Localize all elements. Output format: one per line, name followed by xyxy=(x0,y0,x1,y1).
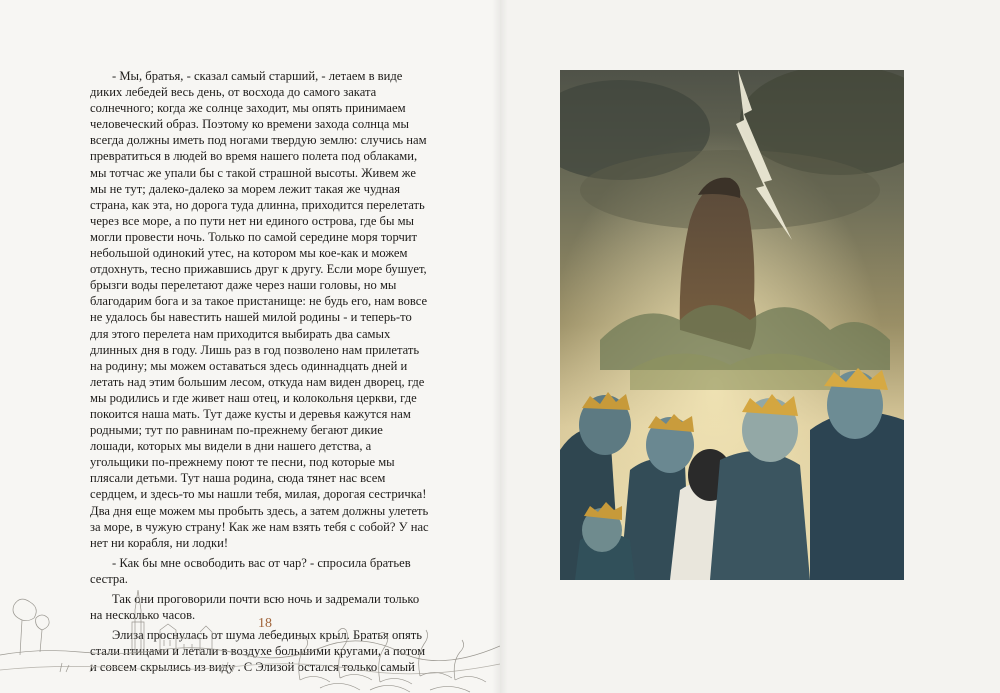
paragraph-1: - Мы, братья, - сказал самый старший, - летаем в виде диких лебедей весь день, от восхода до самого заката солнечного; когда же солнце заходит, мы опять принимаем человеческий образ. Поэтому ко времени захода солнца мы всегда должны иметь под ногами твердую землю: случись нам превратиться в людей во время нашего полета под облаками, мы тотчас же упали бы с такой страшной высоты. Живем же мы не тут; далеко-далеко за морем лежит такая же чудная страна, как эта, но дорога туда длинна, приходится перелетать через все море, а по пути нет ни единого острова, где бы мы могли провести ночь. Только по самой середине моря торчит небольшой одинокий утес, на котором мы кое-как и можем отдохнуть, тесно прижавшись друг к другу. Если море бушует, брызги воды перелетают даже через наши головы, но мы благодарим бога и за такое пристанище: не будь его, нам вовсе не удалось бы навестить нашей милой родины - и теперь-то для этого перелета нам приходится выбирать два самых длинных дня в году. Лишь раз в год позволено нам прилетать на родину; мы можем оставаться здесь одиннадцать дней и летать над этим большим лесом, откуда нам виден дворец, где мы родились и где живет наш отец, и колокольня церкви, где покоится наша мать. Тут даже кусты и деревья кажутся нам родными; тут по равнинам по-прежнему бегают дикие лошади, которых мы видели в дни нашего детства, а угольщики по-прежнему поют те песни, под которые мы плясали детьми. Тут наша родина, сюда тянет нас всем сердцем, и здесь-то мы нашли тебя, милая, дорогая сестричка! Два дня еще можем мы пробыть здесь, а затем должны улететь за море, в чужую страну! Как же нам взять тебя с собой? У нас нет ни корабля, ни лодки! xyxy=(90,69,429,550)
paragraph-2: - Как бы мне освободить вас от чар? - спросила братьев сестра. xyxy=(90,555,411,586)
paragraph-4: Элиза проснулась от шума лебединых крыл. Братья опять стали птицами и летали в воздухе большими кругами, а потом и совсем скрылись из виду . С Элизой остался только самый xyxy=(90,628,426,675)
illustration-swan-brothers xyxy=(560,70,904,580)
paragraph-3: Так они проговорили почти всю ночь и задремали только на несколько часов. xyxy=(90,592,420,623)
page-number: 18 xyxy=(258,616,272,631)
page-gutter xyxy=(492,0,508,693)
illustration-image xyxy=(560,70,904,580)
footer-sketch-illustration xyxy=(0,560,500,693)
